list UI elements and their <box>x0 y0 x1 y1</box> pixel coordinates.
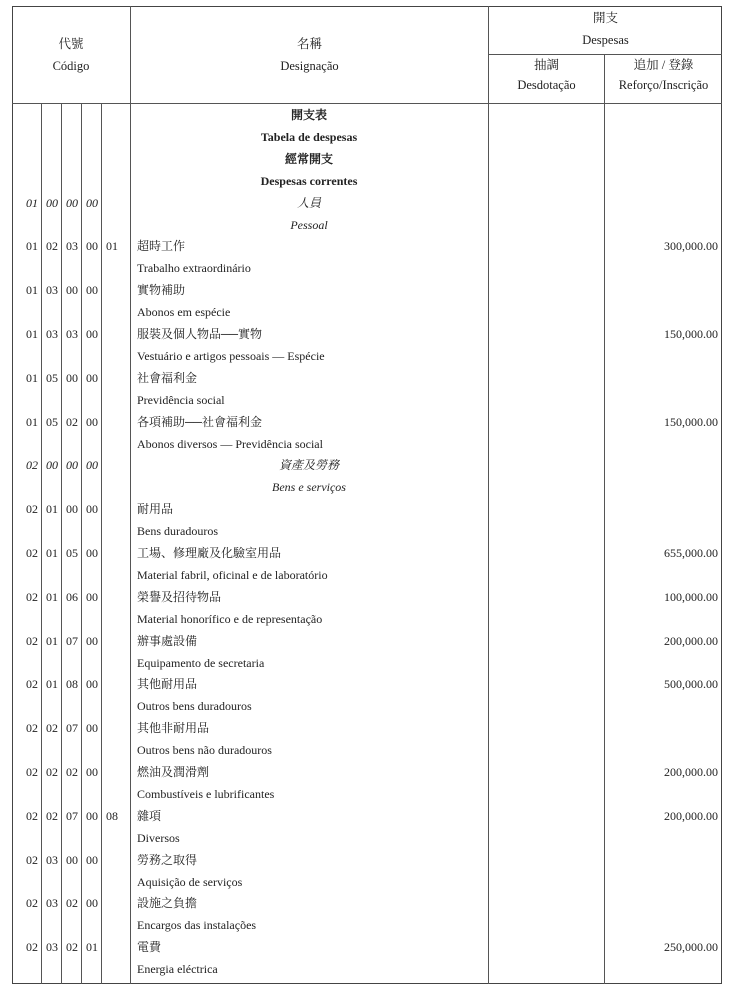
table-row <box>12 849 722 871</box>
designation-cell: 工場、修理廠及化驗室用品 <box>137 546 282 560</box>
code-cell: 07 <box>66 721 78 736</box>
table-row <box>12 739 722 761</box>
table-row <box>12 958 722 980</box>
header-codigo <box>12 33 130 77</box>
table-row <box>12 214 722 236</box>
amount-cell: 250,000.00 <box>664 940 718 955</box>
table-row <box>12 586 722 608</box>
header-despesas <box>489 7 722 51</box>
table-row <box>12 892 722 914</box>
designation-cell: 設施之負擔 <box>137 896 198 911</box>
designation-cell: 超時工作 <box>137 239 186 254</box>
designation-cell: 其他耐用品 <box>137 677 198 692</box>
designation-cell: Material honorífico e de representação <box>137 611 323 626</box>
code-cell: 00 <box>86 677 98 692</box>
table-row <box>12 783 722 805</box>
code-cell: 02 <box>46 765 58 779</box>
code-cell: 03 <box>46 327 58 341</box>
amount-cell: 100,000.00 <box>664 589 718 604</box>
table-row <box>12 673 722 695</box>
code-cell: 00 <box>86 633 98 648</box>
code-cell: 00 <box>66 502 78 517</box>
code-cell: 02 <box>46 808 58 823</box>
table-row <box>12 170 722 192</box>
designation-cell: Previdência social <box>137 392 225 407</box>
header-despesas-pt: Despesas <box>582 33 629 47</box>
table-row <box>12 498 722 520</box>
code-cell: 00 <box>86 589 98 604</box>
code-cell: 02 <box>66 940 78 955</box>
table-row <box>12 542 722 564</box>
code-cell: 00 <box>46 458 58 473</box>
amount-cell: 655,000.00 <box>664 546 718 560</box>
code-cell: 01 <box>26 327 38 341</box>
code-cell: 02 <box>26 808 38 823</box>
code-cell: 02 <box>26 502 38 517</box>
amount-cell: 200,000.00 <box>664 633 718 648</box>
designation-cell: 社會福利金 <box>137 370 198 385</box>
designation-cell: 榮譽及招待物品 <box>137 589 222 604</box>
code-cell: 02 <box>26 589 38 604</box>
code-cell: 03 <box>66 239 78 254</box>
code-cell: 00 <box>66 195 78 210</box>
designation-cell: Trabalho extraordinário <box>137 261 251 276</box>
code-cell: 00 <box>46 195 58 210</box>
designation-cell: Outros bens duradouros <box>137 699 252 714</box>
code-cell: 02 <box>26 940 38 955</box>
code-cell: 02 <box>26 458 38 473</box>
amount-cell: 150,000.00 <box>664 414 718 429</box>
code-cell: 00 <box>86 283 98 298</box>
designation-cell: Bens e serviços <box>272 480 346 495</box>
header-designacao-zh: 名稱 <box>296 37 322 51</box>
header-reforco-zh: 追加 / 登錄 <box>633 58 694 72</box>
table-row <box>12 148 722 170</box>
table-row <box>12 235 722 257</box>
designation-cell: Tabela de despesas <box>260 129 358 144</box>
code-cell: 03 <box>66 327 78 341</box>
designation-cell: 人員 <box>296 195 321 210</box>
code-cell: 01 <box>26 283 38 298</box>
designation-cell: Aquisição de serviços <box>137 874 243 889</box>
table-row <box>12 345 722 367</box>
code-cell: 02 <box>26 677 38 692</box>
code-cell: 01 <box>106 239 118 254</box>
code-cell: 00 <box>86 414 98 429</box>
code-cell: 05 <box>66 546 78 560</box>
code-cell: 00 <box>86 546 98 560</box>
header-designacao-pt: Designação <box>280 59 339 73</box>
designation-cell: Despesas correntes <box>260 173 358 188</box>
amount-cell: 150,000.00 <box>664 327 718 341</box>
header-desdotacao-pt: Desdotação <box>517 78 576 92</box>
code-cell: 00 <box>86 721 98 736</box>
designation-cell: Outros bens não duradouros <box>137 743 272 758</box>
header-designacao <box>131 33 488 77</box>
code-cell: 01 <box>46 677 58 692</box>
code-cell: 00 <box>86 896 98 911</box>
designation-cell: Vestuário e artigos pessoais — Espécie <box>137 348 325 363</box>
code-cell: 00 <box>86 852 98 867</box>
code-cell: 01 <box>46 633 58 648</box>
table-row <box>12 871 722 893</box>
table-row <box>12 454 722 476</box>
table-row <box>12 476 722 498</box>
code-cell: 03 <box>46 852 58 867</box>
amount-cell: 500,000.00 <box>664 677 718 692</box>
header-codigo-zh: 代號 <box>58 37 84 51</box>
code-cell: 02 <box>26 765 38 779</box>
table-row <box>12 520 722 542</box>
code-cell: 02 <box>26 633 38 648</box>
code-cell: 03 <box>46 896 58 911</box>
table-row <box>12 827 722 849</box>
code-cell: 01 <box>26 414 38 429</box>
table-row <box>12 608 722 630</box>
designation-cell: 電費 <box>137 940 162 955</box>
designation-cell: 勞務之取得 <box>137 852 198 867</box>
table-row <box>12 301 722 323</box>
code-cell: 00 <box>66 370 78 385</box>
header-reforco <box>605 55 722 95</box>
code-cell: 02 <box>66 414 78 429</box>
table-row <box>12 761 722 783</box>
designation-cell: Combustíveis e lubrificantes <box>137 786 275 801</box>
code-cell: 00 <box>86 239 98 254</box>
designation-cell: 耐用品 <box>137 502 174 517</box>
table-row <box>12 389 722 411</box>
header-desdotacao <box>489 55 604 95</box>
code-cell: 02 <box>26 896 38 911</box>
designation-cell: Encargos das instalações <box>137 918 257 933</box>
header-reforco-pt: Reforço/Inscrição <box>618 78 709 92</box>
designation-cell: Equipamento de secretaria <box>137 655 265 670</box>
code-cell: 00 <box>66 458 78 473</box>
amount-cell: 300,000.00 <box>664 239 718 254</box>
code-cell: 06 <box>66 589 78 604</box>
code-cell: 02 <box>66 765 78 779</box>
designation-cell: Bens duradouros <box>137 524 218 539</box>
designation-cell: Abonos diversos — Previdência social <box>137 436 323 451</box>
table-row <box>12 257 722 279</box>
code-cell: 00 <box>66 852 78 867</box>
code-cell: 00 <box>86 370 98 385</box>
code-cell: 02 <box>26 721 38 736</box>
code-cell: 01 <box>26 370 38 385</box>
table-row <box>12 695 722 717</box>
designation-cell: 開支表 <box>290 108 327 122</box>
designation-cell: Abonos em espécie <box>137 305 231 320</box>
code-cell: 08 <box>106 808 118 823</box>
code-cell: 01 <box>46 502 58 517</box>
code-cell: 02 <box>66 896 78 911</box>
code-cell: 02 <box>46 239 58 254</box>
table-row <box>12 104 722 126</box>
table-row <box>12 652 722 674</box>
header-desdotacao-zh: 抽調 <box>533 58 559 72</box>
code-cell: 00 <box>66 283 78 298</box>
code-cell: 01 <box>26 195 38 210</box>
amount-cell: 200,000.00 <box>664 808 718 823</box>
designation-cell: 各項補助──社會福利金 <box>137 414 263 429</box>
code-cell: 03 <box>46 940 58 955</box>
table-row <box>12 564 722 586</box>
header-codigo-pt: Código <box>52 59 90 73</box>
table-row <box>12 717 722 739</box>
code-cell: 07 <box>66 633 78 648</box>
code-cell: 07 <box>66 808 78 823</box>
code-cell: 02 <box>26 852 38 867</box>
designation-cell: 實物補助 <box>137 283 186 298</box>
code-cell: 08 <box>66 677 78 692</box>
code-cell: 00 <box>86 327 98 341</box>
designation-cell: 雜項 <box>137 808 162 823</box>
code-cell: 02 <box>46 721 58 736</box>
code-cell: 03 <box>46 283 58 298</box>
designation-cell: Pessoal <box>290 217 328 232</box>
code-cell: 05 <box>46 370 58 385</box>
table-row <box>12 914 722 936</box>
designation-cell: 辦事處設備 <box>137 633 198 648</box>
header-despesas-zh: 開支 <box>592 11 618 25</box>
designation-cell: 資產及勞務 <box>278 458 339 473</box>
code-cell: 05 <box>46 414 58 429</box>
table-row <box>12 323 722 345</box>
code-cell: 00 <box>86 195 98 210</box>
table-row <box>12 192 722 214</box>
table-row <box>12 367 722 389</box>
designation-cell: 服裝及個人物品──實物 <box>137 327 263 341</box>
code-cell: 01 <box>86 940 98 955</box>
table-row <box>12 411 722 433</box>
designation-cell: Energia eléctrica <box>137 962 218 977</box>
code-cell: 00 <box>86 808 98 823</box>
designation-cell: 經常開支 <box>284 151 333 166</box>
code-cell: 01 <box>46 546 58 560</box>
table-row <box>12 279 722 301</box>
table-row <box>12 433 722 455</box>
designation-cell: 燃油及潤滑劑 <box>137 765 210 779</box>
code-cell: 01 <box>26 239 38 254</box>
code-cell: 02 <box>26 546 38 560</box>
code-cell: 00 <box>86 458 98 473</box>
table-row <box>12 630 722 652</box>
code-cell: 01 <box>46 589 58 604</box>
designation-cell: 其他非耐用品 <box>137 721 210 736</box>
designation-cell: Diversos <box>137 830 180 845</box>
table-row <box>12 805 722 827</box>
table-row <box>12 936 722 958</box>
code-cell: 00 <box>86 502 98 517</box>
table-row <box>12 126 722 148</box>
amount-cell: 200,000.00 <box>664 765 718 779</box>
designation-cell: Material fabril, oficinal e de laboratório <box>137 567 328 582</box>
code-cell: 00 <box>86 765 98 779</box>
